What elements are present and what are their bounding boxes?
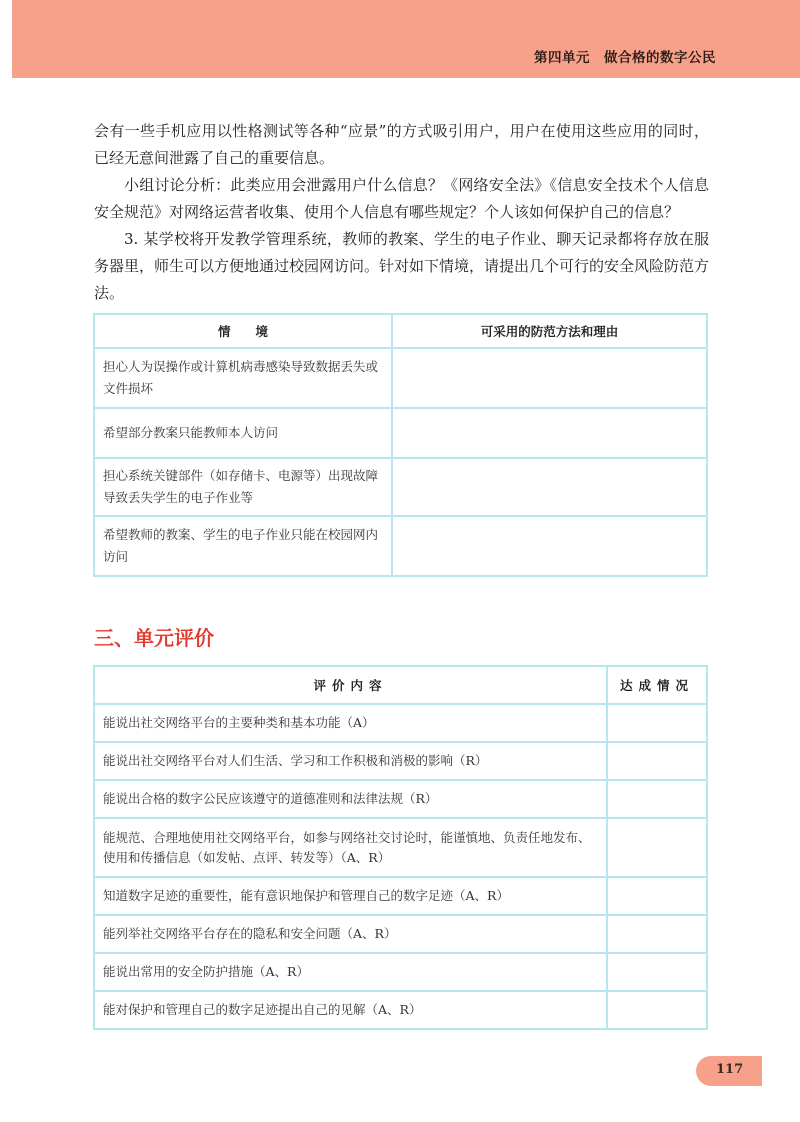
table-row [94,516,707,576]
criterion-cell: 能列举社交网络平台存在的隐私和安全问题（A、R） [94,915,607,953]
paragraph-2: 小组讨论分析：此类应用会泄露用户什么信息？《网络安全法》《信息安全技术个人信息安全规范》对网络运营者收集、使用个人信息有哪些规定？个人该如何保护自己的信息？ [94,176,709,221]
criterion-cell: 知道数字足迹的重要性，能有意识地保护和管理自己的数字足迹（A、R） [94,877,607,915]
criterion-cell: 能说出社交网络平台的主要种类和基本功能（A） [94,704,607,742]
status-cell[interactable] [607,991,707,1029]
criterion-cell: 能说出社交网络平台对人们生活、学习和工作积极和消极的影响（R） [94,742,607,780]
status-cell[interactable] [607,818,707,877]
header-methods: 可采用的防范方法和理由 [392,314,707,348]
body-text [94,118,709,307]
status-cell[interactable] [607,780,707,818]
answer-cell[interactable] [392,458,707,516]
table-row [94,953,707,991]
table-row [94,818,707,877]
criterion-cell: 能说出合格的数字公民应该遵守的道德准则和法律法规（R） [94,780,607,818]
status-cell[interactable] [607,877,707,915]
situation-table [93,313,708,577]
table-row [94,991,707,1029]
status-cell[interactable] [607,704,707,742]
table-row [94,742,707,780]
header-status: 达成情况 [607,666,707,704]
table-row [94,780,707,818]
section-title: 三、单元评价 [94,626,214,650]
header-band [12,0,800,78]
table-row [94,915,707,953]
table-row [94,458,707,516]
status-cell[interactable] [607,915,707,953]
table-header-row [94,314,707,348]
table-row [94,704,707,742]
table-row [94,877,707,915]
header-situation: 情 境 [94,314,392,348]
chapter-title: 第四单元 做合格的数字公民 [534,50,716,66]
header-content: 评价内容 [94,666,607,704]
answer-cell[interactable] [392,516,707,576]
table-row [94,348,707,408]
criterion-cell: 能对保护和管理自己的数字足迹提出自己的见解（A、R） [94,991,607,1029]
page-number: 117 [716,1062,744,1077]
table-row [94,408,707,458]
answer-cell[interactable] [392,408,707,458]
paragraph-3: 3. 某学校将开发教学管理系统，教师的教案、学生的电子作业、聊天记录都将存放在服务器里，师生可以方便地通过校园网访问。针对如下情境，请提出几个可行的安全风险防范方法。 [94,230,710,302]
situation-cell: 希望教师的教案、学生的电子作业只能在校园网内访问 [94,516,392,576]
situation-cell: 担心人为误操作或计算机病毒感染导致数据丢失或文件损坏 [94,348,392,408]
criterion-cell: 能说出常用的安全防护措施（A、R） [94,953,607,991]
criterion-cell: 能规范、合理地使用社交网络平台，如参与网络社交讨论时，能谨慎地、负责任地发布、使用和传播信息（如发帖、点评、转发等）（A、R） [94,818,607,877]
situation-cell: 担心系统关键部件（如存储卡、电源等）出现故障导致丢失学生的电子作业等 [94,458,392,516]
answer-cell[interactable] [392,348,707,408]
status-cell[interactable] [607,953,707,991]
situation-cell: 希望部分教案只能教师本人访问 [94,408,392,458]
evaluation-table [93,665,708,1030]
table-header-row [94,666,707,704]
paragraph-1: 会有一些手机应用以性格测试等各种“应景”的方式吸引用户，用户在使用这些应用的同时，已经无意间泄露了自己的重要信息。 [94,122,709,167]
status-cell[interactable] [607,742,707,780]
